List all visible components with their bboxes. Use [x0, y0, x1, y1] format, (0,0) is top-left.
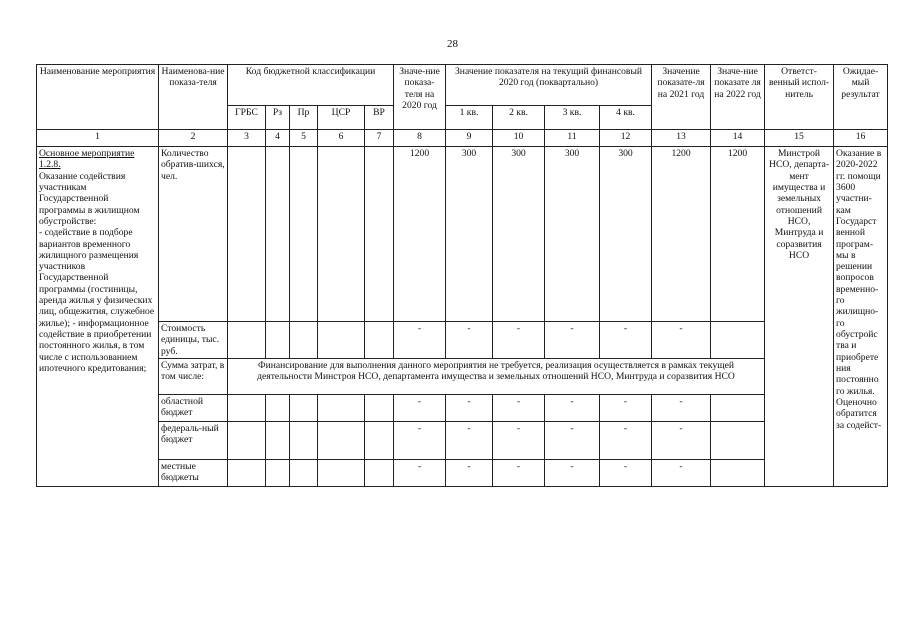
- header-budget-code: Код бюджетной классификации: [228, 65, 394, 106]
- activity-title: Основное мероприятие 1.2.8.: [39, 148, 135, 171]
- value-2020: -: [394, 421, 446, 459]
- value-2020: 1200: [394, 147, 446, 322]
- responsible-cell: Минстрой НСО, департа-мент имущества и земельных отношений НСО, Минтруда и соразвития НСО: [765, 147, 834, 487]
- column-number-row: [37, 130, 888, 147]
- value-q2: -: [493, 394, 545, 421]
- indicator-name: областной бюджет: [159, 394, 228, 421]
- header-responsible: Ответст-венный испол-нитель: [765, 65, 834, 130]
- header-value-2020: Значе-ние показа-теля на 2020 год: [394, 65, 446, 130]
- program-table: [36, 64, 888, 487]
- column-number: 6: [318, 130, 365, 147]
- value-2020: -: [394, 459, 446, 486]
- indicator-name: местные бюджеты: [159, 459, 228, 486]
- value-q1: -: [446, 459, 493, 486]
- table-row: [37, 147, 888, 322]
- column-number: 3: [228, 130, 266, 147]
- column-number: 14: [711, 130, 765, 147]
- header-value-2021: Значение показате-ля на 2021 год: [652, 65, 711, 130]
- result-cell: Оказание в 2020-2022 гг. помощи 3600 участни-кам Государст венной програм-мы в решении вопросов временно-го жилищно-го обустройс тва и приобрете ния постоянно го жилья. Оценочно обратится за содейст-: [834, 147, 888, 487]
- header-result: Ожидае-мый результат: [834, 65, 888, 130]
- value-2020: -: [394, 394, 446, 421]
- value-q3: -: [545, 459, 600, 486]
- column-number: 8: [394, 130, 446, 147]
- value-q2: -: [493, 421, 545, 459]
- column-number: 9: [446, 130, 493, 147]
- value-q3: 300: [545, 147, 600, 322]
- column-number: 12: [600, 130, 652, 147]
- column-number: 1: [37, 130, 159, 147]
- value-2022: [711, 421, 765, 459]
- activity-cell: [37, 147, 159, 487]
- header-grbs: ГРБС: [228, 106, 266, 130]
- value-2021: -: [652, 322, 711, 359]
- column-number: 7: [365, 130, 394, 147]
- header-activity: Наименование мероприятия: [37, 65, 159, 130]
- indicator-name: Стоимость единицы, тыс. руб.: [159, 322, 228, 359]
- column-number: 11: [545, 130, 600, 147]
- value-q2: -: [493, 322, 545, 359]
- column-number: 16: [834, 130, 888, 147]
- value-q3: -: [545, 421, 600, 459]
- value-2020: -: [394, 322, 446, 359]
- value-q3: -: [545, 322, 600, 359]
- header-value-2022: Значе-ние показате ля на 2022 год: [711, 65, 765, 130]
- financing-note: Финансирование для выполнения данного мероприятия не требуется, реализация осуществляется в рамках текущей деятельности Минстроя НСО, департамента имущества и земельных отношений НСО, Минтруда и соразвития НСО: [228, 358, 765, 394]
- value-2022: [711, 394, 765, 421]
- table-row: [37, 421, 888, 459]
- header-current-year: Значение показателя на текущий финансовый 2020 год (поквартально): [446, 65, 652, 106]
- value-2021: 1200: [652, 147, 711, 322]
- table-row: [37, 322, 888, 359]
- header-pr: Пр: [290, 106, 318, 130]
- header-indicator: Наименова-ние показа-теля: [159, 65, 228, 130]
- header-rz: Рз: [266, 106, 290, 130]
- indicator-name: федераль-ный бюджет: [159, 421, 228, 459]
- value-q4: -: [600, 394, 652, 421]
- value-2021: -: [652, 459, 711, 486]
- value-2022: [711, 459, 765, 486]
- value-2021: -: [652, 421, 711, 459]
- value-q4: 300: [600, 147, 652, 322]
- value-q4: -: [600, 421, 652, 459]
- table-row: [37, 394, 888, 421]
- value-2021: -: [652, 394, 711, 421]
- indicator-name: Количество обратив-шихся, чел.: [159, 147, 228, 322]
- value-q2: -: [493, 459, 545, 486]
- value-q3: -: [545, 394, 600, 421]
- header-q3: 3 кв.: [545, 106, 600, 130]
- value-2022: [711, 322, 765, 359]
- column-number: 5: [290, 130, 318, 147]
- table-row: [37, 358, 888, 394]
- column-number: 4: [266, 130, 290, 147]
- header-row-1: [37, 65, 888, 106]
- value-q2: 300: [493, 147, 545, 322]
- page-number: 28: [447, 38, 458, 50]
- header-q2: 2 кв.: [493, 106, 545, 130]
- value-2022: 1200: [711, 147, 765, 322]
- table-row: [37, 459, 888, 486]
- column-number: 10: [493, 130, 545, 147]
- value-q1: -: [446, 394, 493, 421]
- header-vr: ВР: [365, 106, 394, 130]
- value-q4: -: [600, 459, 652, 486]
- indicator-name: Сумма затрат, в том числе:: [159, 358, 228, 394]
- header-csr: ЦСР: [318, 106, 365, 130]
- column-number: 15: [765, 130, 834, 147]
- activity-description: Оказание содействия участникам Государственной программы в жилищном обустройстве: - содействие в подборе вариантов временного жилищного размещения участников Государственной программы (гостиницы, аренда жилья у физических лиц, общежития, служебное жилье); - информационное содействие в приобретении постоянного жилья, в том числе с использованием ипотечного кредитования;: [39, 170, 155, 374]
- header-q1: 1 кв.: [446, 106, 493, 130]
- header-q4: 4 кв.: [600, 106, 652, 130]
- value-q4: -: [600, 322, 652, 359]
- value-q1: 300: [446, 147, 493, 322]
- column-number: 13: [652, 130, 711, 147]
- value-q1: -: [446, 322, 493, 359]
- column-number: 2: [159, 130, 228, 147]
- value-q1: -: [446, 421, 493, 459]
